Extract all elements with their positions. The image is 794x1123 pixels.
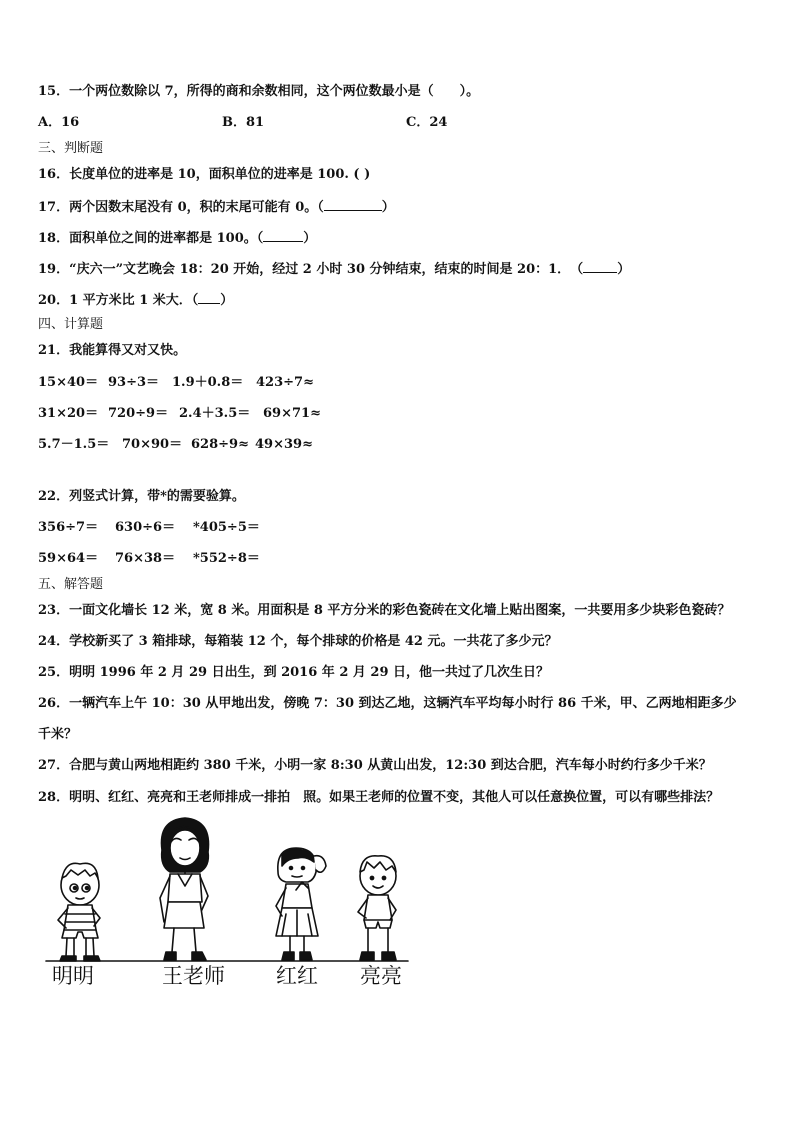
- q15-option-a: A．16: [38, 115, 80, 130]
- q17-text: 17．两个因数末尾没有 0，积的末尾可能有 0。（: [38, 200, 324, 215]
- q28: 28．明明、红红、亮亮和王老师排成一排拍 照。如果王老师的位置不变，其他人可以任意换位置，可以有哪些排法？: [38, 790, 720, 805]
- q20-text: 20．1 平方米比 1 米大．（: [38, 293, 199, 308]
- q18-text: 18．面积单位之间的进率都是 100。（: [38, 231, 264, 246]
- expr: 2.4＋3.5＝: [179, 406, 251, 421]
- q20-close: ）: [220, 293, 234, 308]
- q16: 16．长度单位的进率是 10，面积单位的进率是 100. ( ): [38, 167, 371, 182]
- q19-close: ）: [617, 262, 631, 277]
- q15-stem: 15．一个两位数除以 7，所得的商和余数相同，这个两位数最小是（ ）。: [38, 84, 480, 99]
- girl-honghong-figure: [276, 848, 326, 960]
- q20-blank[interactable]: [198, 291, 220, 304]
- expr: 31×20＝: [38, 406, 99, 421]
- boy-mingming-figure: [58, 863, 100, 961]
- expr: 59×64＝: [38, 551, 99, 566]
- q22-stem: 22．列竖式计算，带*的需要验算。: [38, 489, 245, 504]
- section-word-problems: 五、解答题: [38, 577, 104, 592]
- expr: 15×40＝: [38, 375, 99, 390]
- q24: 24．学校新买了 3 箱排球，每箱装 12 个，每个排球的价格是 42 元。一共花了多少元？: [38, 634, 558, 649]
- expr: 720÷9＝: [108, 406, 169, 421]
- q26-line1: 26．一辆汽车上午 10：30 从甲地出发，傍晚 7：30 到达乙地，这辆汽车平均每小时行 86 千米，甲、乙两地相距多少: [38, 696, 737, 711]
- q17: [38, 198, 395, 216]
- q18-close: ）: [303, 231, 317, 246]
- expr: 630÷6＝: [115, 520, 176, 535]
- q17-blank[interactable]: [324, 198, 382, 211]
- q27: 27．合肥与黄山两地相距约 380 千米，小明一家 8:30 从黄山出发，12:30 到达合肥，汽车每小时约行多少千米？: [38, 758, 712, 773]
- q19-text: 19．“庆六一”文艺晚会 18：20 开始，经过 2 小时 30 分钟结束，结束的时间是 20：1． （: [38, 262, 584, 277]
- q19: [38, 260, 630, 278]
- q17-close: ）: [381, 200, 395, 215]
- section-calculation: 四、计算题: [38, 317, 104, 332]
- q23: 23．一面文化墙长 12 米，宽 8 米。用面积是 8 平方分米的彩色瓷砖在文化墙上贴出图案，一共要用多少块彩色瓷砖？: [38, 603, 731, 618]
- q18-blank[interactable]: [263, 229, 303, 242]
- q21-stem: 21．我能算得又对又快。: [38, 343, 187, 358]
- section-judgement: 三、判断题: [38, 141, 104, 156]
- q20: [38, 291, 233, 309]
- q15-option-c: C．24: [406, 115, 448, 130]
- q25: 25．明明 1996 年 2 月 29 日出生，到 2016 年 2 月 29 日，他一共过了几次生日？: [38, 665, 550, 680]
- expr: 628÷9≈: [191, 437, 249, 452]
- expr: 5.7－1.5＝: [38, 437, 110, 452]
- expr: 49×39≈: [255, 437, 313, 452]
- q15-option-b: B．81: [222, 115, 265, 130]
- expr: 356÷7＝: [38, 520, 99, 535]
- q26-line2: 千米？: [38, 727, 78, 742]
- expr: *405÷5＝: [193, 520, 260, 535]
- name-label-teacher-wang: 王老师: [162, 964, 225, 988]
- expr: 423÷7≈: [256, 375, 314, 390]
- boy-liangliang-figure: [358, 856, 396, 960]
- expr: *552÷8＝: [193, 551, 260, 566]
- teacher-wang-figure: [160, 818, 209, 960]
- q18: [38, 229, 316, 247]
- expr: 76×38＝: [115, 551, 176, 566]
- expr: 69×71≈: [263, 406, 321, 421]
- name-label-liangliang: 亮亮: [360, 964, 402, 988]
- expr: 1.9＋0.8＝: [172, 375, 244, 390]
- expr: 70×90＝: [122, 437, 183, 452]
- expr: 93÷3＝: [108, 375, 160, 390]
- q19-blank[interactable]: [583, 260, 617, 273]
- name-label-mingming: 明明: [52, 964, 94, 988]
- name-label-honghong: 红红: [276, 964, 318, 988]
